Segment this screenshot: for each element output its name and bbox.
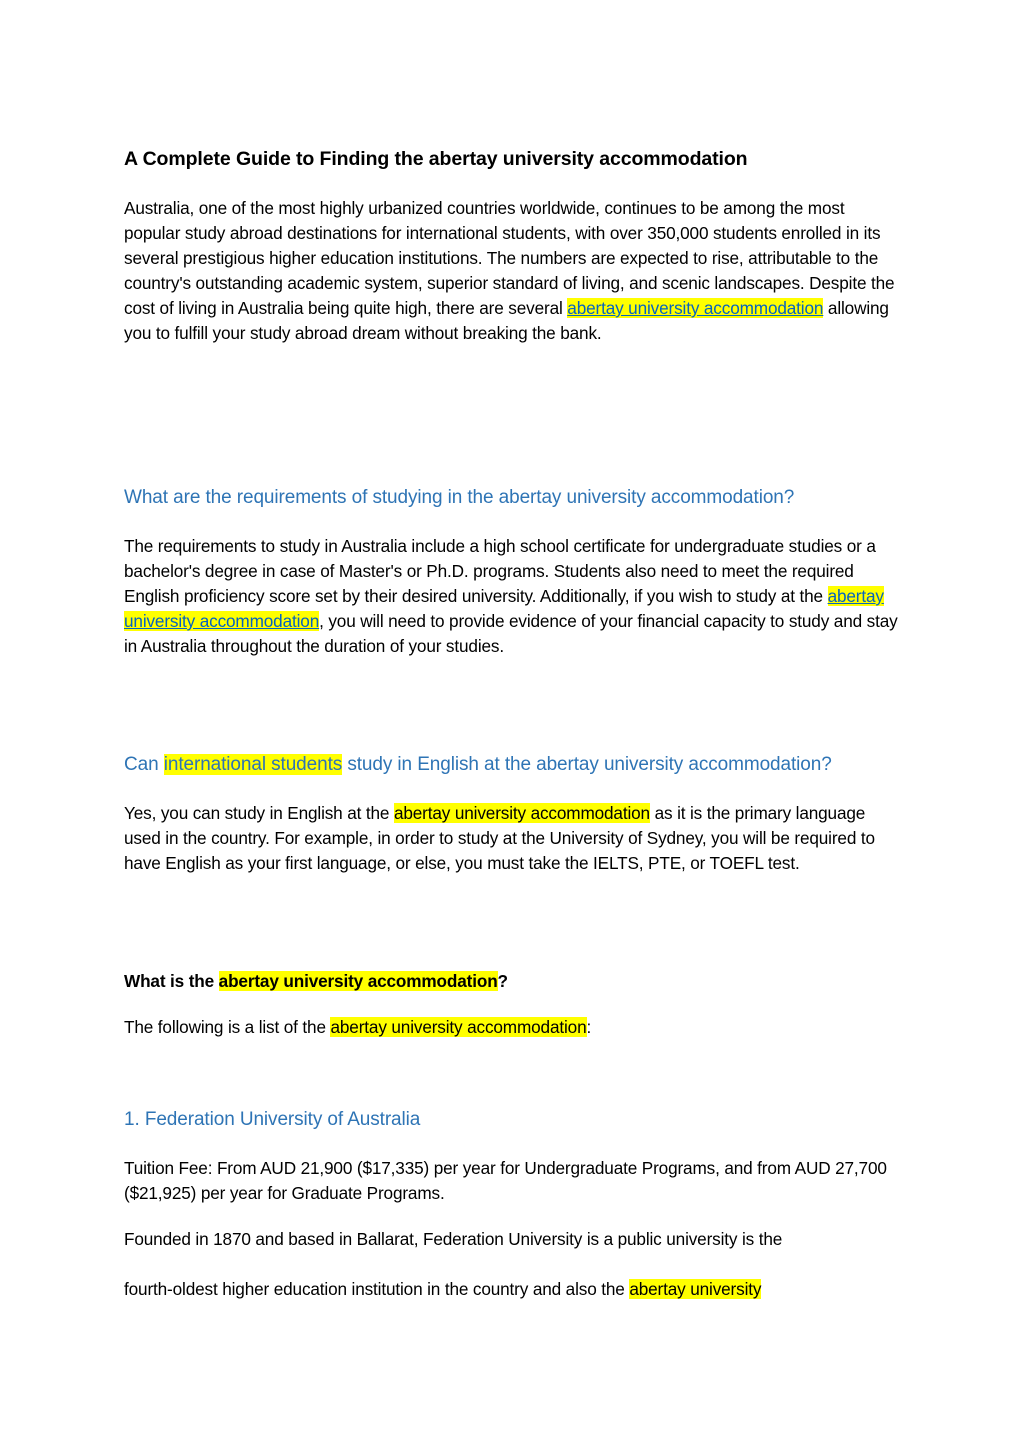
intro-text-2: allowing you to fulfill your study abroad dream without breaking the bank. (124, 298, 889, 343)
requirements-heading: What are the requirements of studying in the abertay university accommodation? (124, 487, 795, 508)
what-is-heading (124, 969, 904, 994)
list-intro-highlight: abertay university accommodation (330, 1017, 587, 1037)
oldest-text-1: fourth-oldest higher education institution in the country and also the (124, 1279, 630, 1299)
what-is-heading-text-1: What is the (124, 971, 219, 991)
requirements-text-1: The requirements to study in Australia include a high school certificate for undergraduate studies or a bachelor's degree in case of Master's or Ph.D. programs. Students also need to meet the required English proficiency score set by their desired university. Additionally, if you wish to study at the (124, 536, 876, 606)
requirements-paragraph (124, 534, 904, 659)
requirements-accommodation-link[interactable]: abertay university accommodation (124, 586, 884, 631)
english-heading-text-1: Can (124, 754, 164, 775)
oldest-highlight: abertay university (629, 1279, 762, 1299)
english-heading (124, 752, 904, 777)
intro-accommodation-link[interactable]: abertay university accommodation (567, 298, 824, 318)
english-paragraph (124, 801, 904, 876)
requirements-text-2: , you will need to provide evidence of your financial capacity to study and stay in Australia throughout the duration of your studies. (124, 611, 898, 656)
english-heading-text-2: study in English at the abertay university accommodation? (342, 754, 832, 775)
intro-text-1: Australia, one of the most highly urbanized countries worldwide, continues to be among the most popular study abroad destinations for international students, with over 350,000 students enrolled in its several prestigious higher education institutions. The numbers are expected to rise, attributable to the country's outstanding academic system, superior standard of living, and scenic landscapes. Despite the cost of living in Australia being quite high, there are several (124, 198, 895, 318)
english-text-2: as it is the primary language used in the country. For example, in order to study at the University of Sydney, you will be required to have English as your first language, or else, you must take the IELTS, PTE, or TOEFL test. (124, 803, 875, 873)
federation-heading: 1. Federation University of Australia (124, 1109, 421, 1130)
english-heading-highlight: international students (163, 754, 343, 775)
english-text-1: Yes, you can study in English at the (124, 803, 394, 823)
document-title: A Complete Guide to Finding the abertay university accommodation (124, 148, 748, 170)
list-intro-text-2: : (586, 1017, 592, 1037)
list-intro-text-1: The following is a list of the (124, 1017, 331, 1037)
list-intro-paragraph (124, 1015, 904, 1040)
tuition-paragraph: Tuition Fee: From AUD 21,900 ($17,335) per year for Undergraduate Programs, and from AUD 27,700 ($21,925) per year for Graduate Programs. (124, 1158, 887, 1203)
oldest-paragraph (124, 1277, 904, 1302)
founded-paragraph: Founded in 1870 and based in Ballarat, Federation University is a public university is the (124, 1229, 783, 1249)
what-is-heading-text-2: ? (497, 971, 508, 991)
english-highlight: abertay university accommodation (393, 803, 650, 823)
intro-paragraph (124, 196, 904, 346)
what-is-heading-highlight: abertay university accommodation (218, 971, 498, 991)
